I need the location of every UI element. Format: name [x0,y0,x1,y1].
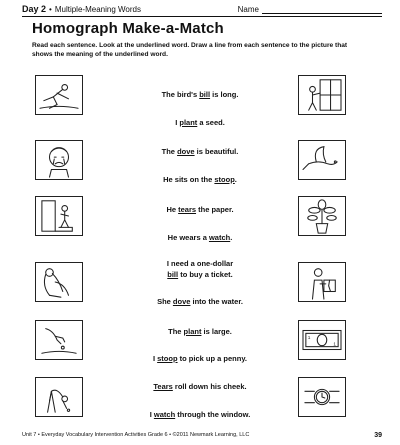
underlined-word: dove [172,297,191,306]
header-bullet: • [49,5,52,14]
page-footer [22,432,382,439]
bird-with-bill-icon[interactable] [35,262,83,302]
day-label: Day 2 [22,4,47,14]
sentence-10: I stoop to pick up a penny. [152,354,248,363]
instructions: Read each sentence. Look at the underlined word. Draw a line from each sentence to the picture that shows the meaning of the underlined word. [32,42,348,58]
sentence-7-line-2: bill to buy a ticket. [167,270,233,279]
svg-text:1: 1 [307,336,311,342]
header-rule [22,16,382,17]
page-header [22,2,382,14]
sentence-12: I watch through the window. [149,410,251,419]
diving-person-icon[interactable] [35,75,83,115]
window-view-icon[interactable] [298,75,346,115]
planting-seed-icon[interactable] [35,320,83,360]
dove-bird-icon[interactable] [298,140,346,180]
sentence-8: She dove into the water. [157,297,243,306]
underlined-word: stoop [214,175,235,184]
sentence-1: The bird's bill is long. [161,90,239,99]
sentence-4: He sits on the stoop. [163,175,237,184]
underlined-word: stoop [157,354,178,363]
underlined-word: dove [177,147,195,156]
page-title: Homograph Make-a-Match [32,20,224,37]
underlined-word: plant [183,327,202,336]
footer-credit: Unit 7 • Everyday Vocabulary Intervention Activities Grade 6 • ©2011 Newmark Learning, LLC [22,432,250,438]
page-number: 39 [374,432,382,439]
wristwatch-icon[interactable] [298,377,346,417]
person-on-stoop-icon[interactable] [35,196,83,236]
sentence-6: He wears a watch. [167,233,233,242]
underlined-word: bill [167,270,179,279]
svg-text:1: 1 [333,342,337,348]
bending-person-icon[interactable] [35,377,83,417]
sentence-5: He tears the paper. [166,205,234,214]
underlined-word: watch [208,233,231,242]
sentence-3: The dove is beautiful. [161,147,239,156]
underlined-word: tears [178,205,197,214]
dollar-bill-icon[interactable] [298,320,346,360]
name-field[interactable] [238,5,382,14]
tearing-paper-icon[interactable] [298,262,346,302]
sentence-2: I plant a seed. [175,118,225,127]
crying-child-icon[interactable] [35,140,83,180]
sentence-11: Tears roll down his cheek. [153,382,247,391]
sentence-7-line-1: I need a one-dollar [166,259,234,268]
underlined-word: plant [179,118,198,127]
name-line[interactable] [262,6,382,14]
underlined-word: Tears [153,382,173,391]
underlined-word: bill [199,90,211,99]
potted-plant-icon[interactable] [298,196,346,236]
sentence-9: The plant is large. [168,327,232,336]
section-label: Multiple-Meaning Words [54,5,141,14]
name-label: Name [237,5,259,14]
underlined-word: watch [153,410,176,419]
